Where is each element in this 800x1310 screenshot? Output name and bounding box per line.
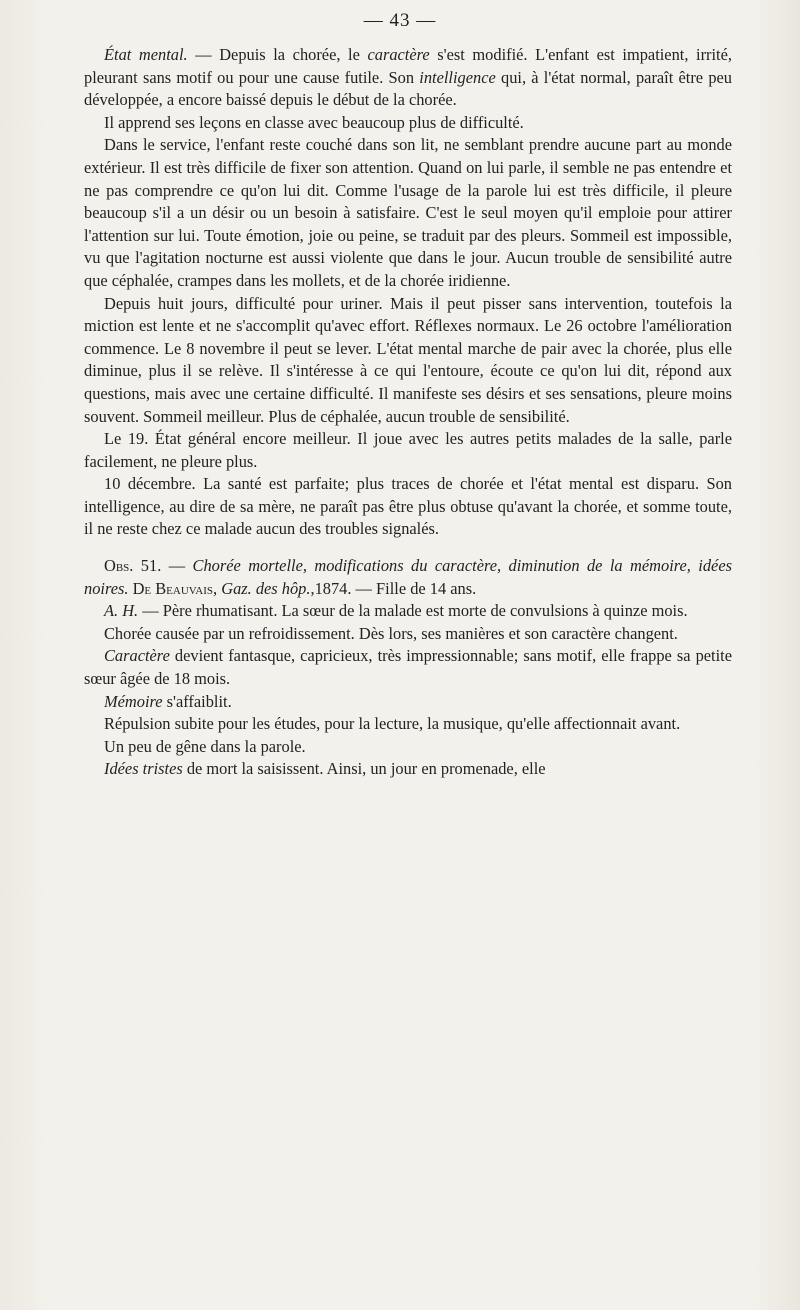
paragraph <box>84 758 732 781</box>
paragraph-heading: Mémoire <box>104 691 163 711</box>
observation-details: ,1874. — Fille de 14 ans. <box>310 578 477 598</box>
paragraph <box>84 600 732 623</box>
paragraph: Depuis huit jours, difficulté pour uriner. Mais il peut pisser sans intervention, toutefois la miction est lente et ne s'accomplit qu'avec effort. Réflexes normaux. Le 26 octobre l'amélioration commence. Le 8 novembre il peut se lever. L'état mental marche de pair avec la chorée, plus elle diminue, plus il se relève. Il s'intéresse à ce qui l'entoure, écoute ce qu'on lui dit, répond aux questions, mais avec une certaine difficulté. Il manifeste ses désirs et ses sensations, pleure moins souvent. Sommeil meilleur. Plus de céphalée, aucun trouble de sensibilité. <box>84 293 732 426</box>
paragraph: Un peu de gêne dans la parole. <box>104 736 306 756</box>
paragraph-text: devient fantasque, capricieux, très impressionnable; sans motif, elle frappe sa petite sœur âgée de 18 mois. <box>84 646 732 689</box>
paragraph: Le 19. État général encore meilleur. Il joue avec les autres petits malades de la salle, parle facilement, ne pleure plus. <box>84 429 732 471</box>
paragraph: 10 décembre. La santé est parfaite; plus traces de chorée et l'état mental est disparu. Son intelligence, au dire de sa mère, ne paraît pas être plus obtuse qu'avant la chorée, et somme toute, il ne reste chez ce malade aucun des troubles signalés. <box>84 474 732 539</box>
emphasis-text: intelligence <box>419 67 496 87</box>
paragraph-text: s'affaiblit. <box>162 691 232 711</box>
observation-author: De Beauvais <box>132 578 214 598</box>
page-number: — 43 — <box>363 10 437 31</box>
paragraph-heading: A. H. <box>104 601 139 621</box>
paragraph-text: — Père rhumatisant. La sœur de la malade est morte de convulsions à quinze mois. <box>138 601 688 621</box>
paragraph-text: s'est modifié. L'enfant est impatient, irrité, pleurant sans motif ou pour une cause futile. Son <box>84 45 732 87</box>
paragraph <box>84 691 732 714</box>
paragraph-heading: Idées tristes <box>104 759 183 779</box>
paragraph-heading: État mental. <box>104 45 188 64</box>
paragraph: Il apprend ses leçons en classe avec beaucoup plus de difficulté. <box>104 112 524 132</box>
body-text <box>84 44 732 781</box>
observation-heading: Obs. 51. — Chorée mortelle, modifications du caractère, diminution de la mémoire, idées noires. De Beauvais, Gaz. des hôp.,1874. — Fille de 14 ans. <box>84 556 732 598</box>
emphasis-text: caractère <box>367 45 430 64</box>
dash-text: — <box>161 556 193 576</box>
paragraph-text: qui, à l'état normal, paraît être peu développée, a encore baissé depuis le début de la chorée. <box>84 67 732 110</box>
observation-label: Obs. 51. <box>104 556 162 576</box>
paragraph: Dans le service, l'enfant reste couché dans son lit, ne semblant prendre aucune part au monde extérieur. Il est très difficile de fixer son attention. Quand on lui parle, il semble ne pas entendre et ne pas comprendre ce qu'on lui dit. Comme l'usage de la parole lui est très difficile, il pleure beaucoup s'il a un désir ou un besoin à satisfaire. C'est le seul moyen qu'il emploie pour attirer l'attention sur lui. Toute émotion, joie ou peine, se traduit par des pleurs. Sommeil est impossible, vu que l'agitation nocturne est aussi violente que dans le jour. Aucun trouble de sensibilité autre que céphalée, crampes dans les mollets, et de la chorée iridienne. <box>84 135 732 290</box>
paragraph-text: de mort la saisissent. Ainsi, un jour en promenade, elle <box>182 759 546 779</box>
paragraph-etat-mental <box>84 44 732 112</box>
paragraph-heading: Caractère <box>104 646 170 666</box>
paragraph: Chorée causée par un refroidissement. Dès lors, ses manières et son caractère changent. <box>104 623 678 643</box>
observation-title: Chorée mortelle, modifications du caractère, diminution de la mémoire, idées noires. <box>84 556 732 598</box>
paragraph: Répulsion subite pour les études, pour la lecture, la musique, qu'elle affectionnait avant. <box>104 714 681 734</box>
paragraph-text: — Depuis la chorée, le <box>187 45 368 64</box>
paragraph <box>84 645 732 690</box>
observation-source: Gaz. des hôp. <box>221 578 311 598</box>
